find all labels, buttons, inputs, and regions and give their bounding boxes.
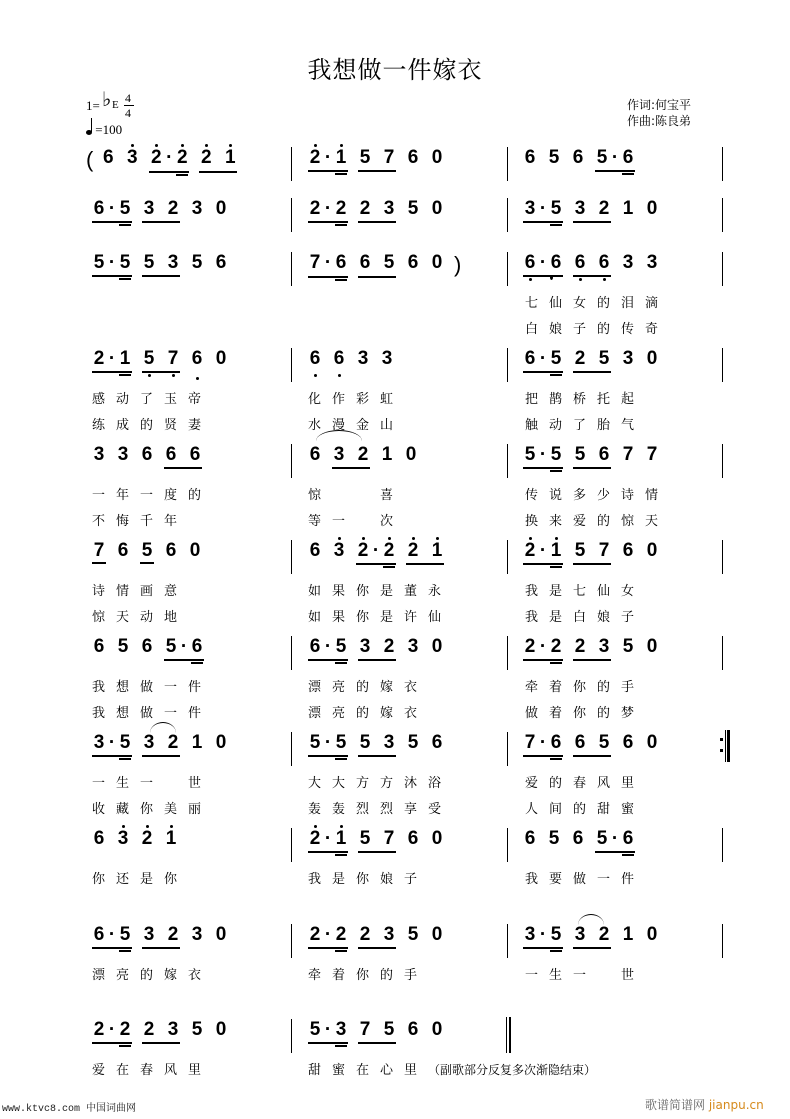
lyricist: 作词:何宝平 <box>627 98 692 112</box>
lyrics-verse-2: 白 娘 子 的 传 奇 <box>525 322 659 337</box>
performance-note: （副歌部分反复多次渐隐结束） <box>428 1063 597 1077</box>
key-prefix: 1= <box>86 98 100 113</box>
time-top: 4 <box>125 91 131 105</box>
time-bottom: 4 <box>125 106 131 120</box>
quarter-note-icon <box>86 130 92 135</box>
notes: 2 · 1 5 7 6 0 <box>308 147 454 172</box>
credits <box>627 97 691 129</box>
footer-watermark: 歌谱简谱网 jianpu.cn <box>645 1098 764 1112</box>
lyrics-verse-1: 七 仙 女 的 泪 滴 <box>525 296 659 311</box>
song-title: 我想做一件嫁衣 <box>307 56 483 84</box>
time-signature <box>124 92 132 119</box>
tempo-marking <box>86 122 122 138</box>
key-note: E <box>112 99 119 111</box>
footer-source: www.ktvc8.com 中国词曲网 <box>2 1104 137 1115</box>
flat-icon: ♭ <box>102 89 112 111</box>
tempo-value: =100 <box>95 122 123 137</box>
composer: 作曲:陈良弟 <box>627 114 692 128</box>
notes: 6 5 6 5 · 6 <box>523 147 645 172</box>
notes: ( 6 3 2 · 2 2 1 <box>86 147 236 172</box>
